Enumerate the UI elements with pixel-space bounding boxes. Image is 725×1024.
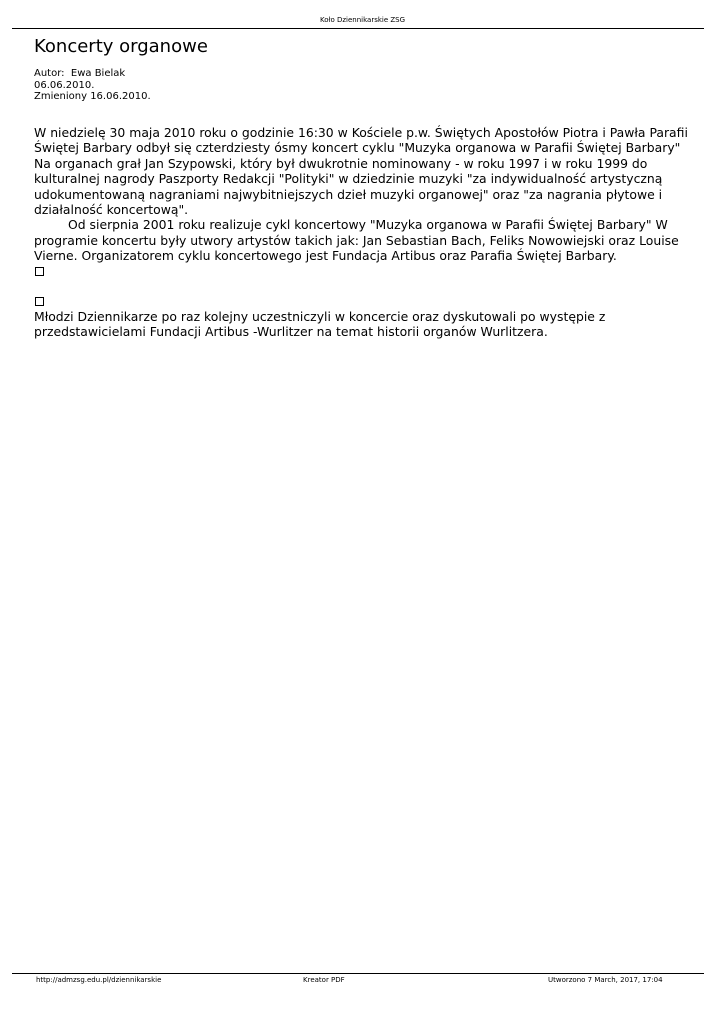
header-divider: [12, 28, 704, 29]
page-header-site-name: Koło Dziennikarskie ZSG: [319, 16, 406, 24]
blank-line: [34, 279, 700, 294]
footer-generator: Kreator PDF: [303, 976, 345, 984]
author-line: [34, 68, 151, 80]
article-meta: [34, 68, 151, 103]
footer-divider: [12, 973, 704, 974]
paragraph-3: Młodzi Dziennikarze po raz kolejny uczestniczyli w koncercie oraz dyskutowali po występie z przedstawicielami Fundacji Artibus -Wurlitzer na temat historii organów Wurlitzera.: [34, 309, 606, 340]
footer-created-at: Utworzono 7 March, 2017, 17:04: [548, 976, 663, 984]
paragraph-2: Od sierpnia 2001 roku realizuje cykl koncertowy "Muzyka organowa w Parafii Świętej Barbary" W programie koncertu były utwory artystów takich jak: Jan Sebastian Bach, Feliks Nowowiejski oraz Louise Vierne. Organizatorem cyklu koncertowego jest Fundacja Artibus oraz Parafia Świętej Barbary.: [34, 217, 679, 264]
article-title: Koncerty organowe: [34, 36, 208, 57]
article-body: [34, 125, 700, 340]
missing-image-placeholder-icon: [35, 297, 44, 306]
paragraph-2-wrapper: [34, 217, 700, 263]
paragraph-1: W niedzielę 30 maja 2010 roku o godzinie 16:30 w Kościele p.w. Świętych Apostołów Piotra i Pawła Parafii Świętej Barbary odbył się czterdziesty ósmy koncert cyklu "Muzyka organowa w Parafii Świętej Barbary" Na organach grał Jan Szypowski, który był dwukrotnie nominowany - w roku 1997 i w roku 1999 do kulturalnej nagrody Paszporty Redakcji "Polityki" w dziedzinie muzyki "za indywidualność artystyczną udokumentowaną nagraniami najwybitniejszych dzieł muzyki organowej" oraz "za nagrania płytowe i działalność koncertową".: [34, 125, 688, 218]
footer-url[interactable]: http://admzsg.edu.pl/dziennikarskie: [36, 976, 162, 984]
author-label: Autor:: [34, 68, 65, 79]
created-date: 06.06.2010.: [34, 79, 95, 91]
modified-date: Zmieniony 16.06.2010.: [34, 91, 151, 102]
author-name: Ewa Bielak: [70, 68, 126, 79]
missing-image-placeholder-icon: [35, 267, 44, 276]
